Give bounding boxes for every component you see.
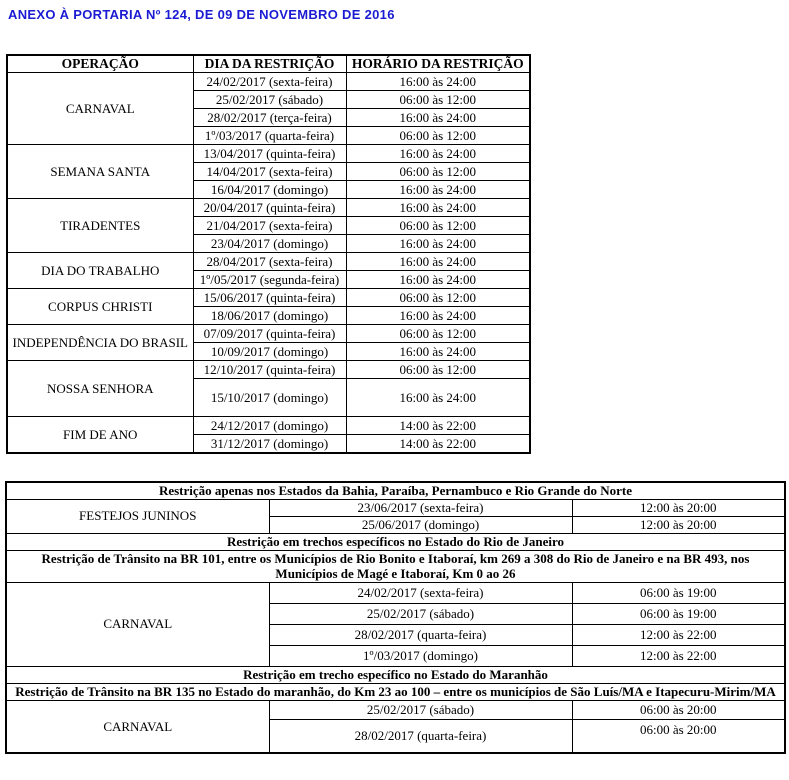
table-row bbox=[7, 73, 530, 91]
time-cell: 14:00 às 22:00 bbox=[346, 417, 530, 435]
time-cell: 14:00 às 22:00 bbox=[346, 435, 530, 453]
time-cell: 12:00 às 22:00 bbox=[572, 624, 785, 645]
day-cell: 20/04/2017 (quinta-feira) bbox=[193, 199, 346, 217]
day-cell: 1º/03/2017 (quarta-feira) bbox=[193, 127, 346, 145]
time-cell: 06:00 às 12:00 bbox=[346, 325, 530, 343]
time-cell: 12:00 às 22:00 bbox=[572, 645, 785, 666]
time-cell: 06:00 às 19:00 bbox=[572, 582, 785, 603]
day-cell: 28/04/2017 (sexta-feira) bbox=[193, 253, 346, 271]
time-cell: 16:00 às 24:00 bbox=[346, 343, 530, 361]
table-row bbox=[7, 361, 530, 379]
operation-cell: TIRADENTES bbox=[7, 199, 193, 253]
day-cell: 15/06/2017 (quinta-feira) bbox=[193, 289, 346, 307]
day-cell: 25/02/2017 (sábado) bbox=[269, 700, 572, 719]
operation-cell: SEMANA SANTA bbox=[7, 145, 193, 199]
operation-cell: DIA DO TRABALHO bbox=[7, 253, 193, 289]
regional-restrictions-table bbox=[5, 481, 786, 754]
table-row bbox=[6, 499, 785, 516]
table-row bbox=[6, 582, 785, 603]
time-cell: 16:00 às 24:00 bbox=[346, 379, 530, 417]
day-cell: 28/02/2017 (quarta-feira) bbox=[269, 624, 572, 645]
operation-cell: CARNAVAL bbox=[6, 582, 269, 666]
operation-cell: FIM DE ANO bbox=[7, 417, 193, 453]
section-header-maranhao: Restrição em trecho específico no Estado do Maranhão bbox=[6, 666, 785, 683]
table-row bbox=[6, 700, 785, 719]
table-row bbox=[7, 145, 530, 163]
day-cell: 28/02/2017 (quarta-feira) bbox=[269, 719, 572, 753]
table-row bbox=[7, 417, 530, 435]
table-row bbox=[7, 325, 530, 343]
day-cell: 14/04/2017 (sexta-feira) bbox=[193, 163, 346, 181]
section-header-row bbox=[6, 482, 785, 499]
day-cell: 24/02/2017 (sexta-feira) bbox=[193, 73, 346, 91]
day-cell: 28/02/2017 (terça-feira) bbox=[193, 109, 346, 127]
day-cell: 13/04/2017 (quinta-feira) bbox=[193, 145, 346, 163]
time-cell: 06:00 às 19:00 bbox=[572, 603, 785, 624]
time-cell: 06:00 às 20:00 bbox=[572, 719, 785, 753]
operation-cell: CARNAVAL bbox=[6, 700, 269, 753]
day-cell: 25/02/2017 (sábado) bbox=[269, 603, 572, 624]
time-cell: 16:00 às 24:00 bbox=[346, 109, 530, 127]
day-cell: 23/06/2017 (sexta-feira) bbox=[269, 499, 572, 516]
time-cell: 06:00 às 12:00 bbox=[346, 217, 530, 235]
table-header-row bbox=[7, 55, 530, 73]
time-cell: 16:00 às 24:00 bbox=[346, 145, 530, 163]
time-cell: 06:00 às 12:00 bbox=[346, 289, 530, 307]
day-cell: 21/04/2017 (sexta-feira) bbox=[193, 217, 346, 235]
holiday-restrictions-table bbox=[6, 54, 531, 454]
operation-cell: NOSSA SENHORA bbox=[7, 361, 193, 417]
operation-cell: FESTEJOS JUNINOS bbox=[6, 499, 269, 533]
column-header-horario: HORÁRIO DA RESTRIÇÃO bbox=[346, 55, 530, 73]
day-cell: 07/09/2017 (quinta-feira) bbox=[193, 325, 346, 343]
day-cell: 16/04/2017 (domingo) bbox=[193, 181, 346, 199]
day-cell: 15/10/2017 (domingo) bbox=[193, 379, 346, 417]
operation-cell: CARNAVAL bbox=[7, 73, 193, 145]
day-cell: 23/04/2017 (domingo) bbox=[193, 235, 346, 253]
day-cell: 1º/05/2017 (segunda-feira) bbox=[193, 271, 346, 289]
table-row bbox=[7, 253, 530, 271]
time-cell: 16:00 às 24:00 bbox=[346, 235, 530, 253]
section-header-northeast: Restrição apenas nos Estados da Bahia, Paraíba, Pernambuco e Rio Grande do Norte bbox=[6, 482, 785, 499]
time-cell: 06:00 às 12:00 bbox=[346, 163, 530, 181]
time-cell: 16:00 às 24:00 bbox=[346, 73, 530, 91]
section-subheader-row bbox=[6, 683, 785, 700]
day-cell: 24/12/2017 (domingo) bbox=[193, 417, 346, 435]
section-header-rio-de-janeiro: Restrição em trechos específicos no Estado do Rio de Janeiro bbox=[6, 533, 785, 550]
time-cell: 16:00 às 24:00 bbox=[346, 181, 530, 199]
time-cell: 06:00 às 12:00 bbox=[346, 91, 530, 109]
day-cell: 24/02/2017 (sexta-feira) bbox=[269, 582, 572, 603]
day-cell: 25/06/2017 (domingo) bbox=[269, 516, 572, 533]
day-cell: 25/02/2017 (sábado) bbox=[193, 91, 346, 109]
time-cell: 16:00 às 24:00 bbox=[346, 271, 530, 289]
section-header-row bbox=[6, 533, 785, 550]
section-subheader-br135: Restrição de Trânsito na BR 135 no Estado do maranhão, do Km 23 ao 100 – entre os municípios de São Luís/MA e Itapecuru-Mirim/MA bbox=[6, 683, 785, 700]
column-header-dia: DIA DA RESTRIÇÃO bbox=[193, 55, 346, 73]
document-title: ANEXO À PORTARIA Nº 124, DE 09 DE NOVEMBRO DE 2016 bbox=[8, 7, 395, 22]
time-cell: 06:00 às 12:00 bbox=[346, 361, 530, 379]
section-header-row bbox=[6, 666, 785, 683]
section-subheader-br101: Restrição de Trânsito na BR 101, entre os Municípios de Rio Bonito e Itaboraí, km 269 a 308 do Rio de Janeiro e na BR 493, nos Municípios de Magé e Itaboraí, Km 0 ao 26 bbox=[6, 550, 785, 582]
column-header-operacao: OPERAÇÃO bbox=[7, 55, 193, 73]
operation-cell: CORPUS CHRISTI bbox=[7, 289, 193, 325]
time-cell: 06:00 às 20:00 bbox=[572, 700, 785, 719]
time-cell: 16:00 às 24:00 bbox=[346, 307, 530, 325]
operation-cell: INDEPENDÊNCIA DO BRASIL bbox=[7, 325, 193, 361]
day-cell: 12/10/2017 (quinta-feira) bbox=[193, 361, 346, 379]
day-cell: 31/12/2017 (domingo) bbox=[193, 435, 346, 453]
time-cell: 06:00 às 12:00 bbox=[346, 127, 530, 145]
time-cell: 12:00 às 20:00 bbox=[572, 499, 785, 516]
time-cell: 12:00 às 20:00 bbox=[572, 516, 785, 533]
table-row bbox=[7, 199, 530, 217]
time-cell: 16:00 às 24:00 bbox=[346, 253, 530, 271]
table-row bbox=[7, 289, 530, 307]
section-subheader-row bbox=[6, 550, 785, 582]
day-cell: 18/06/2017 (domingo) bbox=[193, 307, 346, 325]
day-cell: 1º/03/2017 (domingo) bbox=[269, 645, 572, 666]
day-cell: 10/09/2017 (domingo) bbox=[193, 343, 346, 361]
time-cell: 16:00 às 24:00 bbox=[346, 199, 530, 217]
